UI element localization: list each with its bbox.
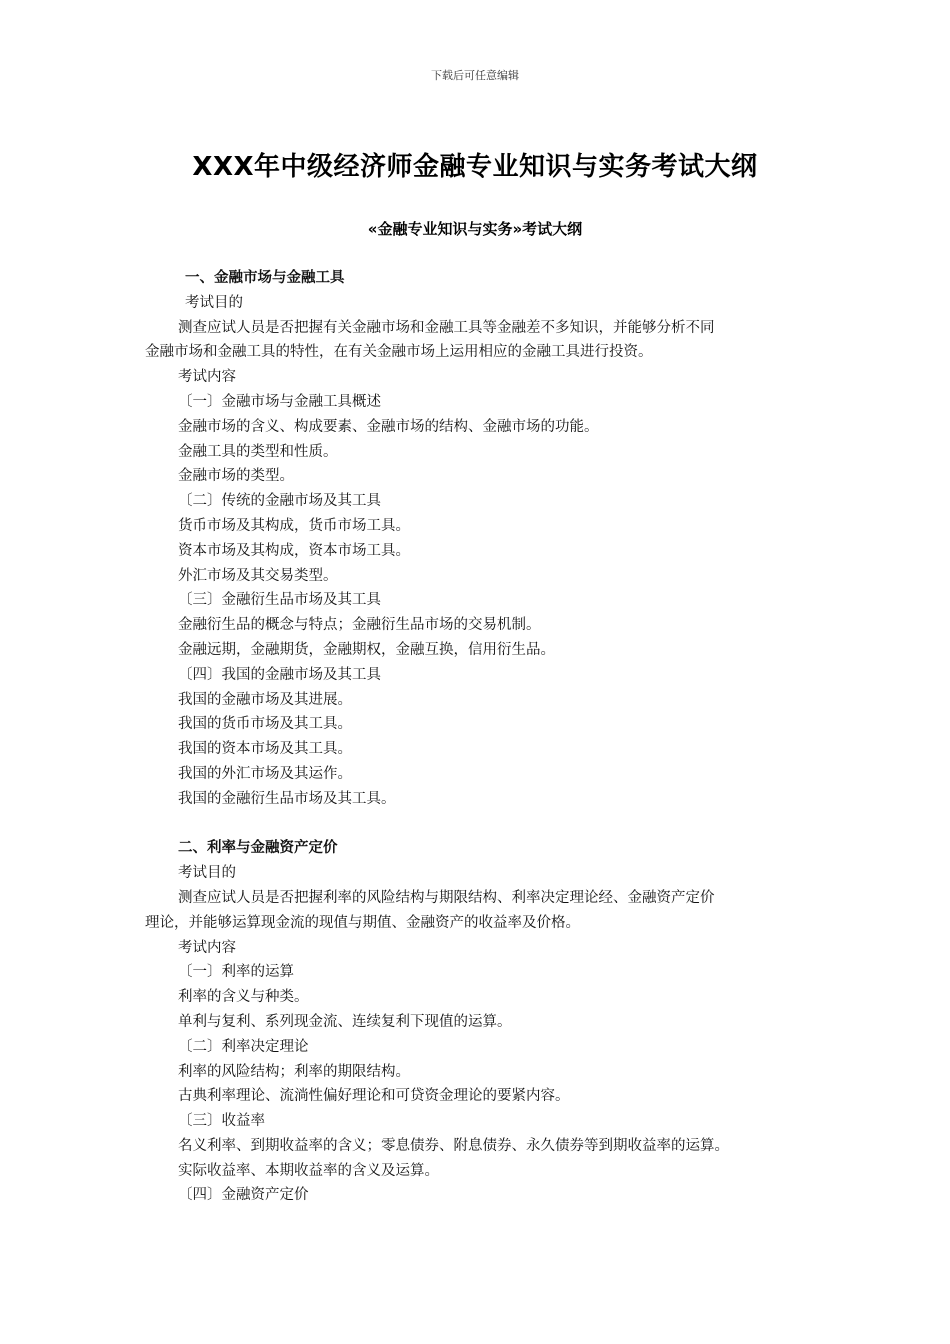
section-heading: 一、金融市场与金融工具 xyxy=(185,270,345,286)
document-subtitle: «金融专业知识与实务»考试大纲 xyxy=(367,220,583,238)
section-2 xyxy=(145,836,810,1208)
list-item: 实际收益率、本期收益率的含义及运算。 xyxy=(178,1162,439,1179)
list-item: 我国的货币市场及其工具。 xyxy=(178,716,352,733)
document-body xyxy=(145,266,810,1208)
list-item: 资本市场及其构成，资本市场工具。 xyxy=(178,542,410,559)
list-item: 单利与复利、系列现金流、连续复利下现值的运算。 xyxy=(178,1013,512,1030)
list-item: 〔一〕利率的运算 xyxy=(178,964,294,981)
header-note: 下载后可任意编辑 xyxy=(431,69,519,82)
purpose-label: 考试目的 xyxy=(185,294,243,311)
list-item: 金融工具的类型和性质。 xyxy=(178,443,338,460)
list-item: 〔三〕金融衍生品市场及其工具 xyxy=(178,592,381,609)
list-item: 金融市场的含义、构成要素、金融市场的结构、金融市场的功能。 xyxy=(178,418,599,435)
list-item: 〔一〕金融市场与金融工具概述 xyxy=(178,393,381,410)
document-title: XXX年中级经济师金融专业知识与实务考试大纲 xyxy=(192,152,758,182)
list-item: 我国的资本市场及其工具。 xyxy=(178,741,352,758)
list-item: 〔二〕传统的金融市场及其工具 xyxy=(178,493,381,510)
list-item: 〔三〕收益率 xyxy=(178,1113,265,1130)
list-item: 我国的金融衍生品市场及其工具。 xyxy=(178,790,396,807)
list-item: 货币市场及其构成，货币市场工具。 xyxy=(178,517,410,534)
section-heading: 二、利率与金融资产定价 xyxy=(178,840,338,857)
list-item: 名义利率、到期收益率的含义；零息债券、附息债券、永久债券等到期收益率的运算。 xyxy=(178,1137,729,1154)
list-item: 金融远期，金融期货，金融期权，金融互换，信用衍生品。 xyxy=(178,641,555,658)
content-label: 考试内容 xyxy=(178,369,236,386)
list-item: 金融市场的类型。 xyxy=(178,468,294,485)
purpose-text-line-2: 金融市场和金融工具的特性，在有关金融市场上运用相应的金融工具进行投资。 xyxy=(145,344,653,361)
content-label: 考试内容 xyxy=(178,939,236,956)
list-item: 〔四〕我国的金融市场及其工具 xyxy=(178,666,381,683)
list-item: 利率的风险结构；利率的期限结构。 xyxy=(178,1063,410,1080)
list-item: 〔四〕金融资产定价 xyxy=(178,1187,309,1204)
purpose-text-line-1: 测查应试人员是否把握有关金融市场和金融工具等金融差不多知识，并能够分析不同 xyxy=(178,319,715,336)
list-item: 〔二〕利率决定理论 xyxy=(178,1038,309,1055)
section-1 xyxy=(145,266,810,812)
purpose-label: 考试目的 xyxy=(178,865,236,882)
list-item: 金融衍生品的概念与特点；金融衍生品市场的交易机制。 xyxy=(178,617,541,634)
list-item: 利率的含义与种类。 xyxy=(178,989,309,1006)
purpose-text-line-1: 测查应试人员是否把握利率的风险结构与期限结构、利率决定理论经、金融资产定价 xyxy=(178,889,715,906)
list-item: 我国的金融市场及其进展。 xyxy=(178,691,352,708)
list-item: 外汇市场及其交易类型。 xyxy=(178,567,338,584)
purpose-text-line-2: 理论，并能够运算现金流的现值与期值、金融资产的收益率及价格。 xyxy=(145,914,580,931)
list-item: 古典利率理论、流淌性偏好理论和可贷资金理论的要紧内容。 xyxy=(178,1088,570,1105)
section-divider-space xyxy=(145,812,810,837)
list-item: 我国的外汇市场及其运作。 xyxy=(178,765,352,782)
